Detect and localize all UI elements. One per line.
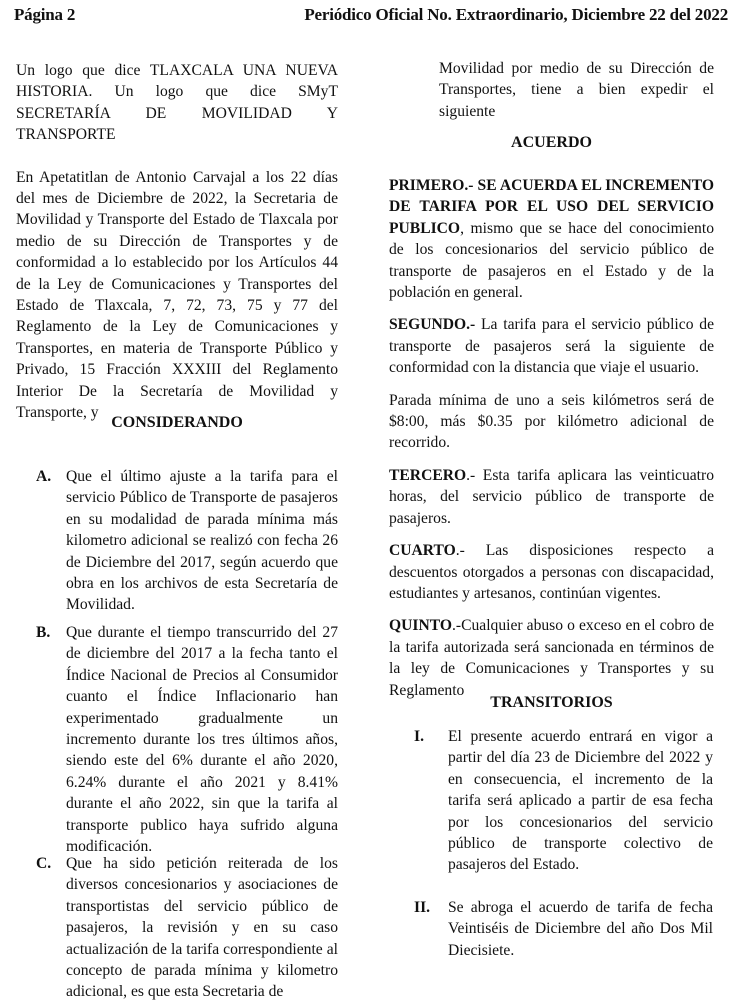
cuarto-paragraph [389, 540, 714, 604]
intro-paragraph: En Apetatitlan de Antonio Carvajal a los 22 días del mes de Diciembre de 2022, la Secretaria de Movilidad y Transporte del Estado de Tlaxcala por medio de su Dirección de Transportes y de conformidad a lo establecido por los Artículos 44 de la Ley de Comunicaciones y Transportes del Estado de Tlaxcala, 7, 72, 73, 75 y 77 del Reglamento de la Ley de Comunicaciones y Transportes, en materia de Transporte Público y Privado, 15 Fracción XXXIII del Reglamento Interior De la Secretaría de Movilidad y Transporte, y [16, 168, 338, 422]
acuerdo-body [389, 175, 714, 701]
cuarto-label: CUARTO [389, 542, 456, 560]
item-label: A. [36, 468, 52, 485]
continuation-text: Movilidad por medio de su Dirección de Transportes, tiene a bien expedir el siguiente [439, 60, 714, 120]
primero-text: , mismo que se hace del conocimiento de los concesionarios del servicio público de transporte de pasajeros en el Estado y de la población en general. [389, 219, 714, 302]
logo-note: Un logo que dice TLAXCALA UNA NUEVA HISTORIA. Un logo que dice SMyT SECRETARÍA DE MOVILIDAD Y TRANSPORTE [16, 62, 338, 144]
item-text: Que durante el tiempo transcurrido del 27 de diciembre del 2017 a la fecha tanto el Índice Nacional de Precios al Consumidor cuanto el Índice Inflacionario han experimentado gradualmente un incremento durante los tres últimos años, siendo este del 6% durante el año 2020, 6.24% durante el año 2021 y 8.41% durante el año 2022, sin que la tarifa al transporte publico haya sufrido alguna modificación. [66, 624, 338, 856]
item-text: Se abroga el acuerdo de tarifa de fecha Veintiséis de Diciembre del año Dos Mil Diecisiete. [448, 899, 713, 959]
tarifa-paragraph: Parada mínima de uno a seis kilómetros será de $8:00, más $0.35 por kilómetro adicional de recorrido. [389, 391, 714, 452]
page-header [14, 5, 728, 29]
primero-label: PRIMERO.- SE ACUERDA EL INCREMENTO DE TARIFA POR EL USO DEL SERVICIO PUBLICO [389, 177, 714, 237]
left-column [16, 60, 338, 424]
primero-paragraph [389, 175, 714, 303]
page-number: Página 2 [14, 5, 76, 24]
quinto-paragraph [389, 615, 714, 701]
considerando-heading: CONSIDERANDO [111, 414, 243, 431]
item-label: B. [36, 624, 51, 641]
segundo-text: La tarifa para el servicio público de transporte de pasajeros será la siguiente de conformidad con la distancia que viaje el usuario. [389, 316, 714, 377]
publication-title: Periódico Oficial No. Extraordinario, Diciembre 22 del 2022 [304, 5, 728, 24]
tercero-paragraph [389, 465, 714, 529]
tercero-text: .- Esta tarifa aplicara las veinticuatro horas, del servicio público de transporte de pasajeros. [389, 466, 714, 527]
continuation-paragraph [439, 58, 714, 122]
cuarto-text: .- Las disposiciones respecto a descuentos otorgados a personas con discapacidad, estudiantes y artesanos, continúan vigentes. [389, 542, 714, 602]
segundo-paragraph [389, 314, 714, 378]
quinto-label: QUINTO [389, 617, 452, 635]
tercero-label: TERCERO [389, 466, 467, 484]
item-text: El presente acuerdo entrará en vigor a partir del día 23 de Diciembre del 2022 y en consecuencia, el incremento de la tarifa será aplicado a partir de esa fecha por los concesionarios del servicio público de transporte colectivo de pasajeros del Estado. [448, 728, 713, 874]
item-text: Que ha sido petición reiterada de los diversos concesionarios y asociaciones de transportistas del servicio público de pasajeros, la revisión y en su caso actualización de la tarifa correspondiente al concepto de parada mínima y kilometro adicional, es que esta Secretaria de [66, 855, 338, 1001]
segundo-label: SEGUNDO.- [389, 316, 476, 334]
transitorios-heading: TRANSITORIOS [490, 694, 613, 711]
acuerdo-heading: ACUERDO [511, 134, 592, 151]
item-text: Que el último ajuste a la tarifa para el servicio Público de Transporte de pasajeros en su modalidad de parada mínima más kilometro adicional se realizó con fecha 26 de Diciembre del 2017, según acuerdo que obra en los archivos de esta Secretaría de Movilidad. [66, 468, 338, 614]
item-label: C. [36, 855, 52, 872]
item-label: I. [414, 728, 424, 745]
quinto-text: .-Cualquier abuso o exceso en el cobro de la tarifa autorizada será sancionada en términos de la ley de Comunicaciones y Transportes y su Reglamento [389, 617, 714, 699]
item-label: II. [414, 899, 431, 916]
